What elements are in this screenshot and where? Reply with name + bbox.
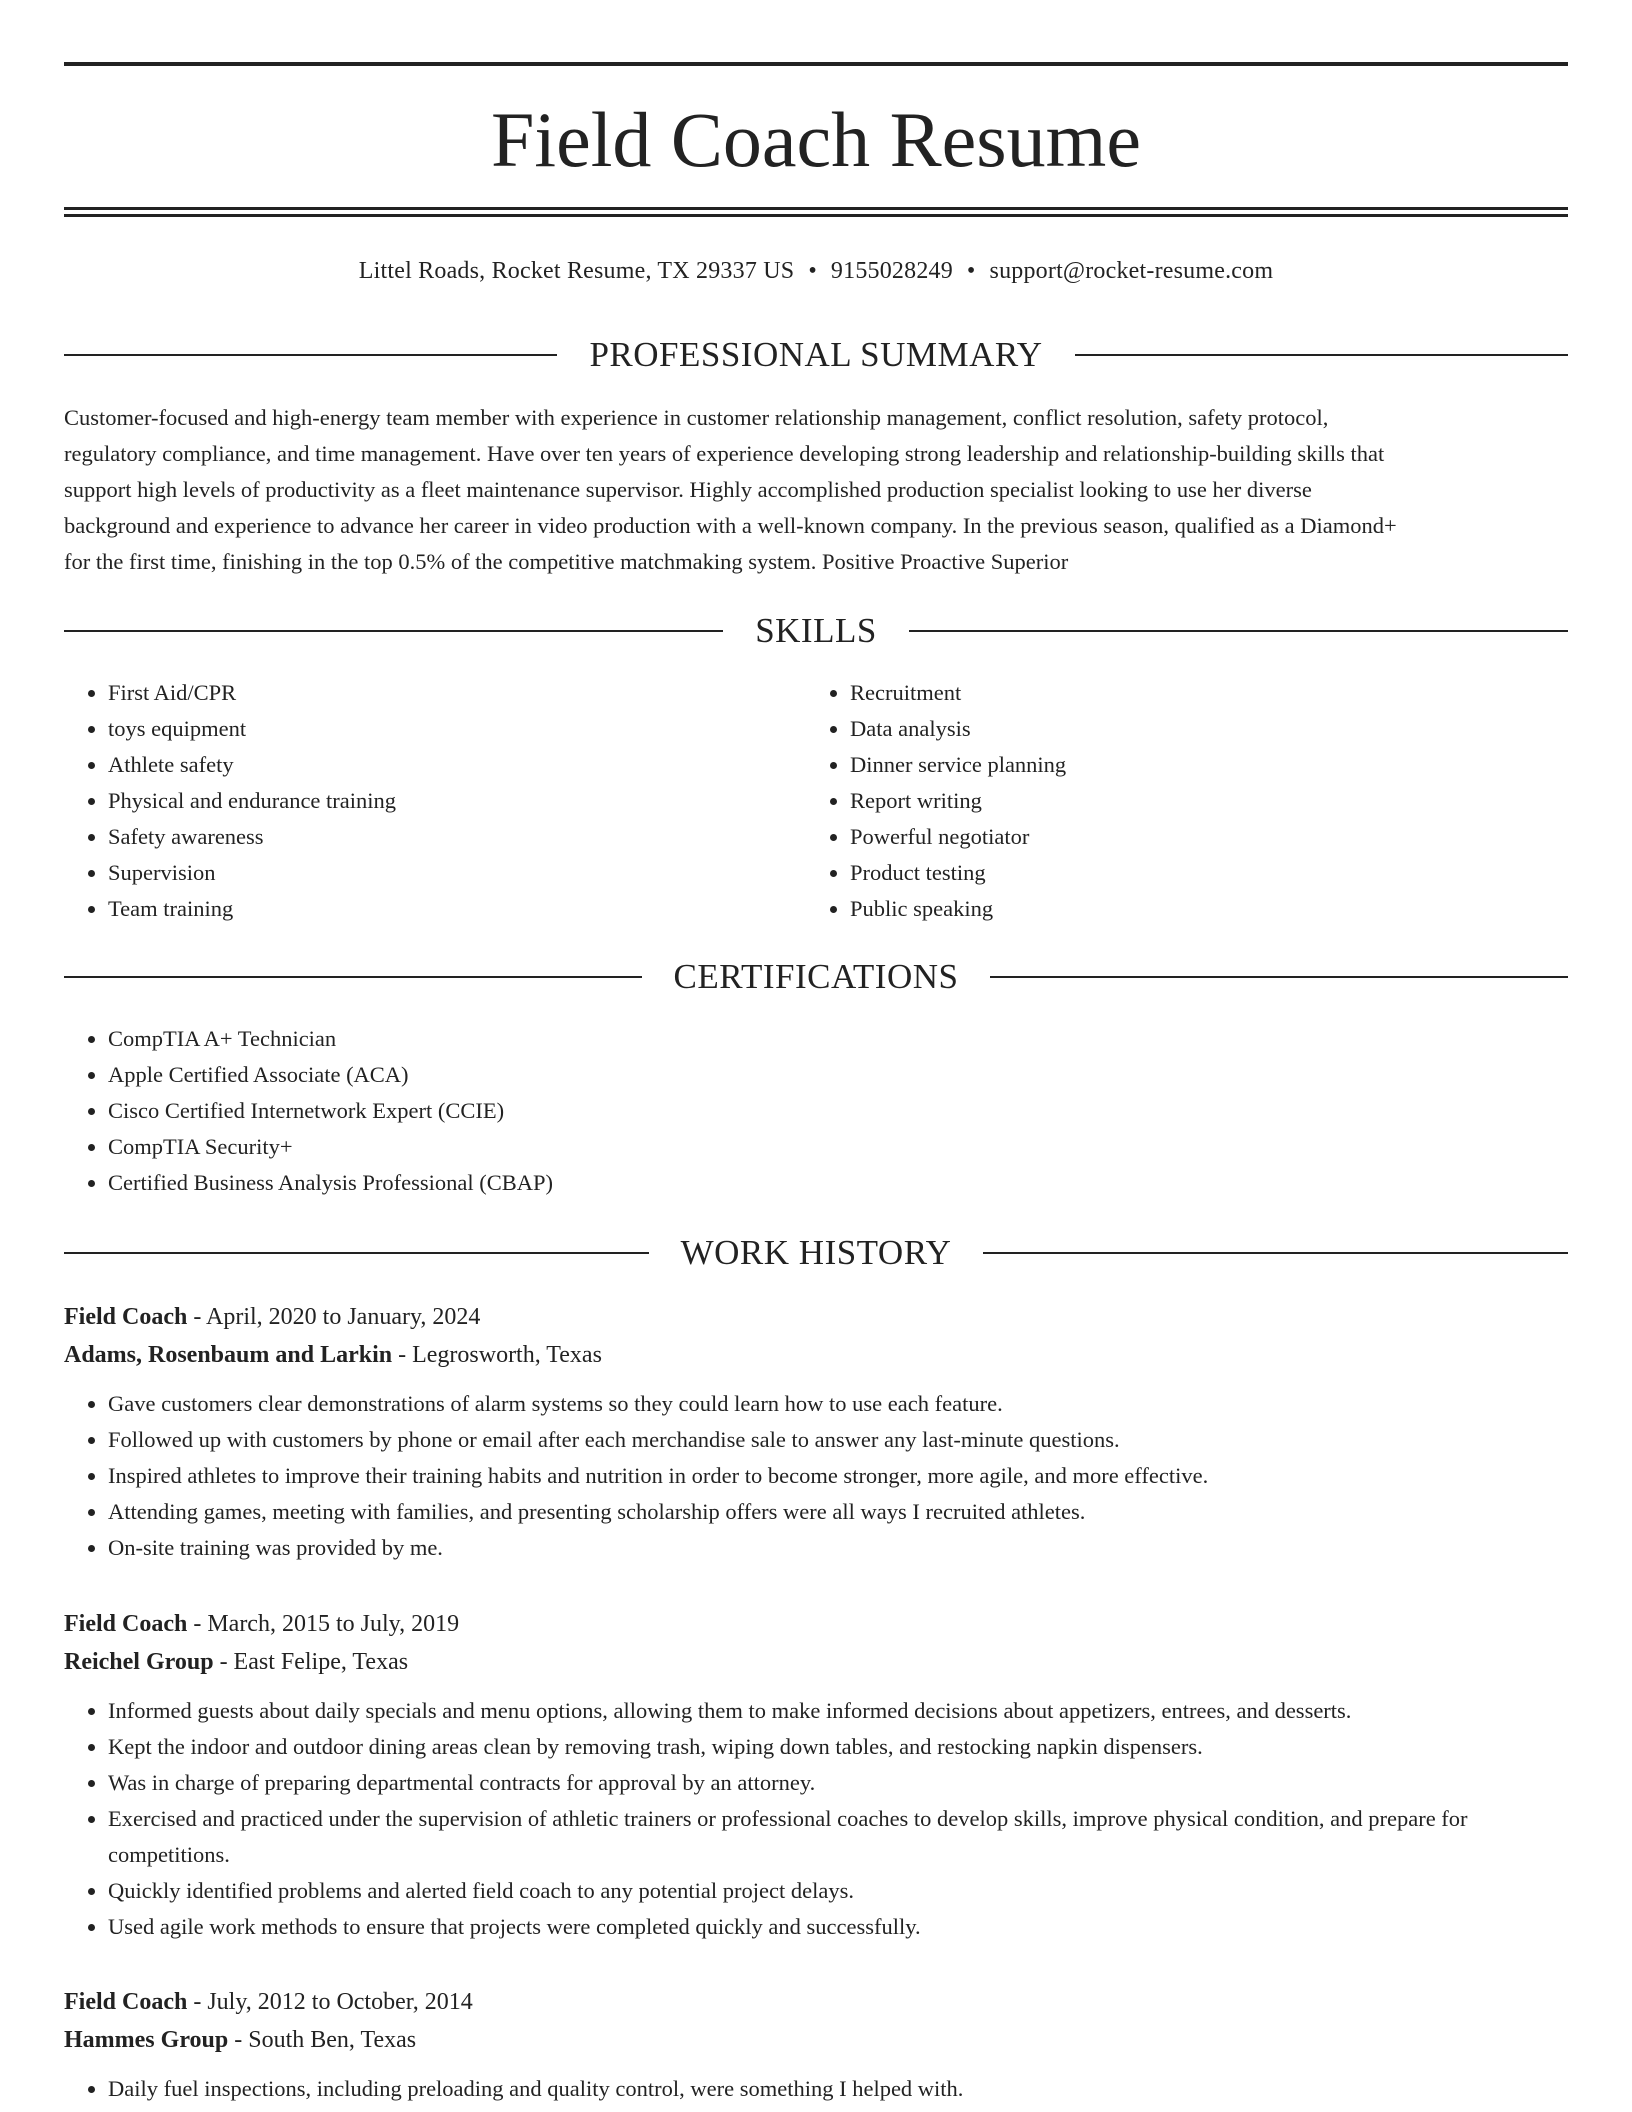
contact-phone: 9155028249 bbox=[830, 258, 953, 284]
job-dates: - July, 2012 to October, 2014 bbox=[187, 1989, 473, 2015]
job-bullet: • Was in charge of preparing departmental contracts for approval by an attorney. bbox=[108, 1765, 1568, 1801]
job-company-line bbox=[64, 1643, 1568, 1681]
job-location: - East Felipe, Texas bbox=[213, 1649, 409, 1675]
section-heading-summary bbox=[64, 335, 1568, 375]
job-location: - South Ben, Texas bbox=[228, 2027, 417, 2053]
skill-item: • Supervision bbox=[108, 855, 396, 891]
job-bullet: • On-site training was provided by me. bbox=[108, 1530, 1568, 1566]
certification-item: • Apple Certified Associate (ACA) bbox=[108, 1057, 553, 1093]
divider-line bbox=[983, 1252, 1568, 1254]
job-bullet: • Attending games, meeting with families, and presenting scholarship offers were all ways I recruited athletes. bbox=[108, 1494, 1568, 1530]
job-entry bbox=[64, 1983, 1568, 2107]
contact-email[interactable]: support@rocket-resume.com bbox=[989, 258, 1274, 284]
summary-line: for the first time, finishing in the top 0.5% of the competitive matchmaking system. Positive Proactive Superior bbox=[64, 549, 1069, 574]
divider-line bbox=[1075, 354, 1568, 356]
job-bullet: • Daily fuel inspections, including preloading and quality control, were something I helped with. bbox=[108, 2071, 1568, 2107]
certification-item: • CompTIA Security+ bbox=[108, 1129, 553, 1165]
skill-item: • Team training bbox=[108, 891, 396, 927]
job-bullets bbox=[64, 1386, 1568, 1566]
job-bullet: • Used agile work methods to ensure that projects were completed quickly and successfully. bbox=[108, 1909, 1568, 1945]
skills-list-right bbox=[806, 675, 1066, 927]
job-bullets bbox=[64, 2071, 1568, 2107]
job-company-line bbox=[64, 1336, 1568, 1374]
summary-line: Customer-focused and high-energy team member with experience in customer relationship management, conflict resolution, safety protocol, bbox=[64, 405, 1329, 430]
job-location: - Legrosworth, Texas bbox=[392, 1342, 602, 1368]
skill-item: • toys equipment bbox=[108, 711, 396, 747]
job-bullet: • Followed up with customers by phone or email after each merchandise sale to answer any last-minute questions. bbox=[108, 1422, 1568, 1458]
job-title-line bbox=[64, 1983, 1568, 2021]
summary-line: support high levels of productivity as a fleet maintenance supervisor. Highly accomplished production specialist looking to use her diverse bbox=[64, 477, 1312, 502]
skill-item: • Data analysis bbox=[850, 711, 1066, 747]
job-title: Field Coach bbox=[64, 1611, 188, 1637]
top-rule bbox=[64, 62, 1568, 66]
divider-line bbox=[64, 630, 723, 632]
job-bullet: • Quickly identified problems and alerted field coach to any potential project delays. bbox=[108, 1873, 1568, 1909]
job-title-line bbox=[64, 1605, 1568, 1643]
summary-line: background and experience to advance her career in video production with a well-known company. In the previous season, qualified as a Diamond+ bbox=[64, 513, 1397, 538]
section-title: WORK HISTORY bbox=[680, 1233, 952, 1272]
certification-item: • CompTIA A+ Technician bbox=[108, 1021, 553, 1057]
title-double-rule bbox=[64, 207, 1568, 217]
job-company: Hammes Group bbox=[64, 2027, 229, 2053]
contact-address: Littel Roads, Rocket Resume, TX 29337 US bbox=[358, 258, 795, 284]
skill-item: • Powerful negotiator bbox=[850, 819, 1066, 855]
job-company: Reichel Group bbox=[64, 1649, 214, 1675]
skill-item: • Safety awareness bbox=[108, 819, 396, 855]
skill-item: • Athlete safety bbox=[108, 747, 396, 783]
skill-item: • First Aid/CPR bbox=[108, 675, 396, 711]
skill-item: • Report writing bbox=[850, 783, 1066, 819]
summary-line: regulatory compliance, and time management. Have over ten years of experience developing strong leadership and relationship-building skills that bbox=[64, 441, 1385, 466]
section-title: SKILLS bbox=[755, 611, 877, 650]
divider-line bbox=[64, 354, 557, 356]
contact-separator: • bbox=[808, 258, 817, 284]
divider-line bbox=[909, 630, 1568, 632]
resume-title: Field Coach Resume bbox=[491, 96, 1141, 183]
job-company-line bbox=[64, 2021, 1568, 2059]
job-title-line bbox=[64, 1298, 1568, 1336]
skill-item: • Dinner service planning bbox=[850, 747, 1066, 783]
skill-item: • Recruitment bbox=[850, 675, 1066, 711]
job-title: Field Coach bbox=[64, 1304, 188, 1330]
job-bullet: • Kept the indoor and outdoor dining areas clean by removing trash, wiping down tables, and restocking napkin dispensers. bbox=[108, 1729, 1568, 1765]
certification-item: • Cisco Certified Internetwork Expert (CCIE) bbox=[108, 1093, 553, 1129]
job-bullet: • Gave customers clear demonstrations of alarm systems so they could learn how to use each feature. bbox=[108, 1386, 1568, 1422]
job-bullet: • Inspired athletes to improve their training habits and nutrition in order to become stronger, more agile, and more effective. bbox=[108, 1458, 1568, 1494]
contact-line bbox=[64, 254, 1568, 288]
section-heading-certifications bbox=[64, 957, 1568, 997]
job-entry bbox=[64, 1298, 1568, 1566]
job-title: Field Coach bbox=[64, 1989, 188, 2015]
section-title: PROFESSIONAL SUMMARY bbox=[589, 335, 1043, 374]
job-bullets bbox=[64, 1693, 1568, 1945]
skill-item: • Physical and endurance training bbox=[108, 783, 396, 819]
job-bullet: • Exercised and practiced under the supervision of athletic trainers or professional coaches to develop skills, improve physical condition, and prepare for competitions. bbox=[108, 1801, 1568, 1873]
certification-item: • Certified Business Analysis Professional (CBAP) bbox=[108, 1165, 553, 1201]
summary-text bbox=[64, 400, 1568, 580]
divider-line bbox=[990, 976, 1568, 978]
certifications-list bbox=[64, 1021, 553, 1201]
skill-item: • Product testing bbox=[850, 855, 1066, 891]
section-heading-skills bbox=[64, 611, 1568, 651]
section-heading-work-history bbox=[64, 1233, 1568, 1273]
job-dates: - March, 2015 to July, 2019 bbox=[187, 1611, 460, 1637]
job-entry bbox=[64, 1605, 1568, 1945]
job-dates: - April, 2020 to January, 2024 bbox=[187, 1304, 481, 1330]
divider-line bbox=[64, 1252, 649, 1254]
job-bullet: • Informed guests about daily specials and menu options, allowing them to make informed decisions about appetizers, entrees, and desserts. bbox=[108, 1693, 1568, 1729]
contact-separator: • bbox=[966, 258, 976, 284]
skills-list-left bbox=[64, 675, 396, 927]
section-title: CERTIFICATIONS bbox=[673, 957, 959, 996]
divider-line bbox=[64, 976, 642, 978]
job-company: Adams, Rosenbaum and Larkin bbox=[64, 1342, 393, 1368]
skill-item: • Public speaking bbox=[850, 891, 1066, 927]
